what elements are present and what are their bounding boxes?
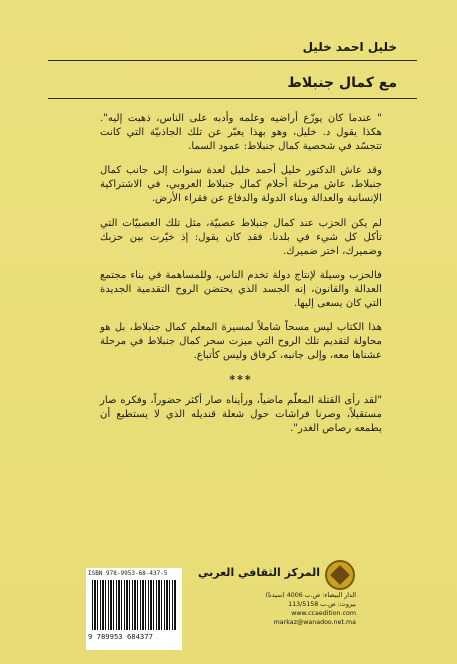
section-separator: *** (229, 373, 253, 387)
author-name: خليل احمد خليل (302, 40, 397, 54)
blurb-paragraph: لم يكن الحزب عند كمال جنبلاط عصبيّة، مثل تلك العصبيّات التي تأكل كل شيء في بلدنا. فقد كان يقول: إذ خيّرت بين حزبك وضميرك، اختر ضميرك. (100, 217, 382, 257)
barcode-digits: 9 789953 684377 (88, 632, 153, 641)
publisher-logo-icon (325, 560, 355, 590)
blurb-paragraph: فالحزب وسيلة لإنتاج دولة تخدم الناس، وللمساهمة في بناء مجتمع العدالة والقانون، إنه الجسد الذي يحتضن الروح التقدمية الجديدة التي كان يسعى إليها. (100, 269, 382, 310)
blurb-text (100, 112, 382, 446)
blurb-paragraph: " عندما كان يوزّع أراضيه وعلمه وأدبه على الناس، ذهبت إليه". هكذا يقول د. خليل، وهو بهذا يعبّر عن تلك الجاذبيّة التي كانت تتجسّد في شخصية كمال جنبلاط: عمود السما. (100, 113, 382, 153)
barcode-icon (92, 580, 176, 630)
blurb-paragraph: هذا الكتاب ليس مسحاً شاملاً لمسيرة المعلم كمال جنبلاط، بل هو محاولة لتقديم تلك الروح التي ميزت سحر كمال جنبلاط في مرحلة عشناها معه، وإلى جانبه، كرفاق وليس كأتباع. (100, 322, 382, 362)
publisher-name: المركز الثقافي العربي (198, 566, 320, 579)
book-title: مع كمال جنبلاط (287, 75, 397, 91)
publisher-address-casablanca: الدار البيضاء: ص.ب 4006 (سيدنا) (265, 592, 356, 599)
publisher-email: markaz@wanadoo.net.ma (273, 619, 356, 626)
isbn-label: ISBN 978-9953-68-437-5 (88, 570, 168, 577)
publisher-website: www.ccaedition.com (291, 610, 356, 617)
divider-title (48, 98, 417, 99)
closing-quote: "لقد رأى القتلة المعلّم ماضياً، ورأيناه صار أكثر حضوراً، وفكره صار مستقبلاً، وصرنا فراشات حول شعلة قنديله الذي لا يستطيع أن يطمعه رصاص الغدر". (100, 394, 382, 434)
blurb-paragraph: وقد عاش الدكتور خليل أحمد خليل لعدة سنوات إلى جانب كمال جنبلاط، عاش مرحلة أحلام كمال جنبلاط العروبي، في الاشتراكية الإنسانية والعدالة وبناء الدولة والدفاع عن فقراء الأرض. (100, 165, 382, 205)
publisher-contact (228, 591, 356, 627)
divider-top (48, 60, 417, 61)
barcode-panel (86, 568, 182, 650)
publisher-address-beirut: بيروت: ص.ب 113/5158 (288, 601, 356, 608)
